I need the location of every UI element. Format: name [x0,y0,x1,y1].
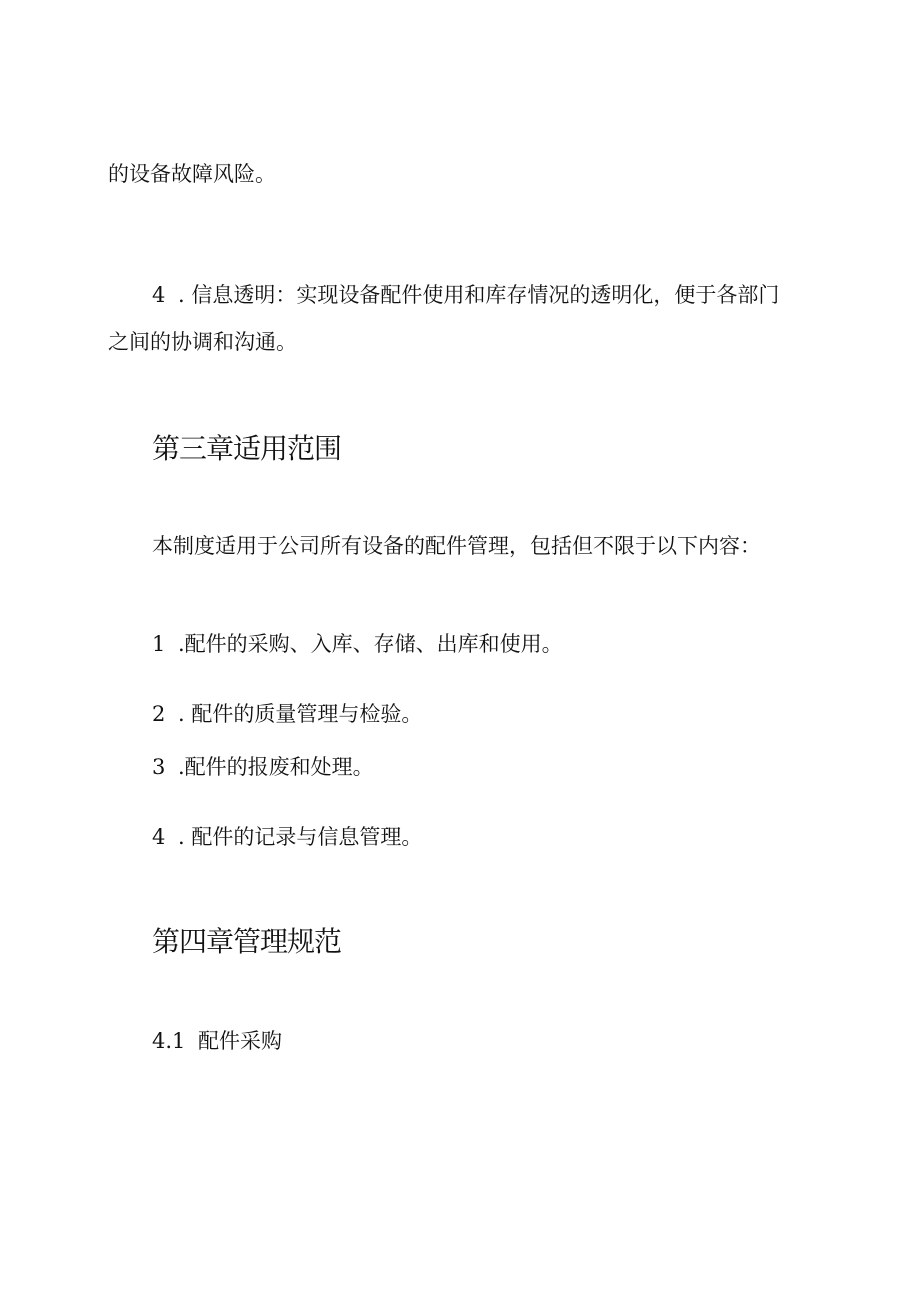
list-item [152,702,422,726]
list-text: . 配件的记录与信息管理。 [178,825,423,849]
list-text: .配件的报废和处理。 [178,755,374,779]
chapter-4-title: 第四章管理规范 [152,925,342,958]
chapter-3-intro: 本制度适用于公司所有设备的配件管理，包括但不限于以下内容： [152,534,761,558]
section-title: 配件采购 [198,1029,282,1053]
list-number: 1 [152,632,166,656]
list-item [152,755,374,779]
continuation-text: 的设备故障风险。 [108,162,276,186]
list-number: 2 [152,702,166,726]
list-text: .配件的采购、入库、存储、出库和使用。 [178,632,563,656]
list-text: . 配件的质量管理与检验。 [178,702,423,726]
list-number: 4 [152,283,166,307]
list-number: 4 [152,825,166,849]
section-number: 4.1 [152,1029,186,1053]
list-item [152,825,422,849]
objective-4-line1 [152,283,779,307]
section-4-1 [152,1029,282,1053]
list-number: 3 [152,755,166,779]
list-text: . 信息透明：实现设备配件使用和库存情况的透明化，便于各部门 [178,283,780,307]
chapter-3-title: 第三章适用范围 [152,432,342,465]
objective-4-line2: 之间的协调和沟通。 [108,330,297,354]
list-item [152,632,563,656]
